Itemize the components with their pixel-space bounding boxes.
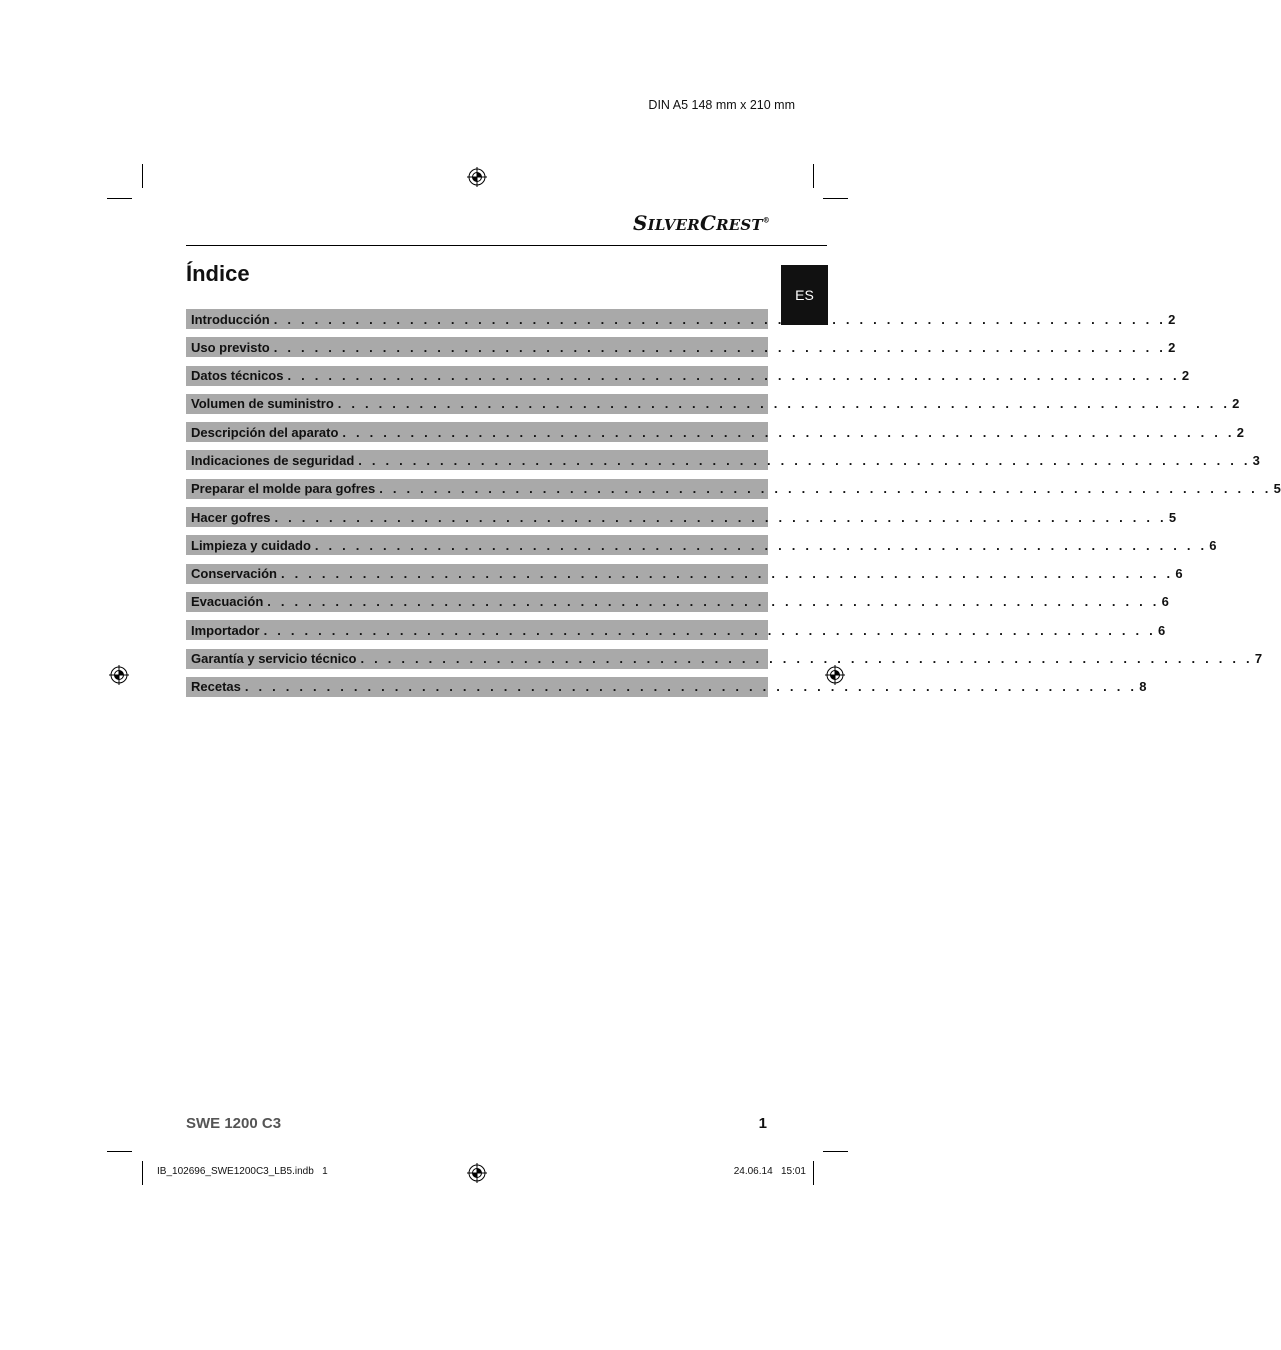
toc-leader-dots: . . . . . . . . . . . . . . . . . . . . . . . . . . . . . . . . . . . . . . . . . . . . . . . . . . . . . . . . . . . . . . . . . . bbox=[263, 622, 1156, 638]
toc-entry-label: Importador bbox=[191, 622, 260, 638]
toc-entry bbox=[186, 564, 1183, 584]
toc-entry-page: 2 bbox=[1181, 368, 1190, 384]
toc-leader-dots: . . . . . . . . . . . . . . . . . . . . . . . . . . . . . . . . . . . . . . . . . . . . . . . . . . . . . . . . . . . . . . . . . . bbox=[287, 368, 1180, 384]
toc-entry bbox=[186, 535, 1217, 555]
toc-entry bbox=[186, 620, 1166, 640]
toc-leader-dots: . . . . . . . . . . . . . . . . . . . . . . . . . . . . . . . . . . . . . . . . . . . . . . . . . . . . . . . . . . . . . . . . . . bbox=[274, 509, 1167, 525]
toc-entry-page: 7 bbox=[1254, 651, 1263, 667]
crop-mark bbox=[813, 164, 814, 188]
toc-entry bbox=[186, 422, 1244, 442]
toc-entry-label: Hacer gofres bbox=[191, 509, 271, 525]
toc-entry-page: 2 bbox=[1236, 424, 1244, 440]
toc-entry bbox=[186, 649, 1263, 669]
toc-entry bbox=[186, 450, 1260, 470]
toc-entry-page: 6 bbox=[1209, 537, 1217, 553]
slug-filename: IB_102696_SWE1200C3_LB5.indb 1 bbox=[157, 1166, 328, 1177]
toc-entry-label: Uso previsto bbox=[191, 339, 270, 355]
crop-mark bbox=[107, 1151, 132, 1152]
toc-entry-label: Preparar el molde para gofres bbox=[191, 481, 376, 497]
toc-leader-dots: . . . . . . . . . . . . . . . . . . . . . . . . . . . . . . . . . . . . . . . . . . . . . . . . . . . . . . . . . . . . . . . . . . bbox=[358, 452, 1251, 468]
registration-mark-icon bbox=[467, 1163, 487, 1183]
toc-entry-page: 6 bbox=[1161, 594, 1169, 610]
toc-entry bbox=[186, 479, 1281, 499]
toc-entry-page: 6 bbox=[1175, 566, 1183, 582]
page-title: Índice bbox=[186, 261, 250, 286]
toc-entry-label: Garantía y servicio técnico bbox=[191, 651, 357, 667]
header-divider bbox=[186, 245, 827, 246]
toc-entry-label: Conservación bbox=[191, 566, 277, 582]
crop-mark bbox=[823, 198, 848, 199]
brand-logo: SILVERCREST® bbox=[632, 211, 770, 235]
page-number: 1 bbox=[758, 1115, 767, 1132]
toc-leader-dots: . . . . . . . . . . . . . . . . . . . . . . . . . . . . . . . . . . . . . . . . . . . . . . . . . . . . . . . . . . . . . . . . . . bbox=[273, 339, 1167, 355]
toc-entry bbox=[186, 677, 1147, 697]
toc-entry-page: 5 bbox=[1168, 509, 1177, 525]
toc-leader-dots: . . . . . . . . . . . . . . . . . . . . . . . . . . . . . . . . . . . . . . . . . . . . . . . . . . . . . . . . . . . . . . . . . . bbox=[280, 566, 1174, 582]
toc-entry bbox=[186, 394, 1240, 414]
toc-entry-label: Datos técnicos bbox=[191, 368, 284, 384]
toc-entry bbox=[186, 592, 1169, 612]
toc-leader-dots: . . . . . . . . . . . . . . . . . . . . . . . . . . . . . . . . . . . . . . . . . . . . . . . . . . . . . . . . . . . . . . . . . . bbox=[342, 424, 1235, 440]
crop-mark bbox=[142, 164, 143, 188]
registration-mark-icon bbox=[467, 167, 487, 187]
registration-mark-icon bbox=[109, 665, 129, 685]
toc-entry bbox=[186, 337, 1176, 357]
crop-mark bbox=[813, 1161, 814, 1185]
crop-mark bbox=[823, 1151, 848, 1152]
toc-leader-dots: . . . . . . . . . . . . . . . . . . . . . . . . . . . . . . . . . . . . . . . . . . . . . . . . . . . . . . . . . . . . . . . . . . bbox=[273, 311, 1167, 327]
toc-leader-dots: . . . . . . . . . . . . . . . . . . . . . . . . . . . . . . . . . . . . . . . . . . . . . . . . . . . . . . . . . . . . . . . . . . bbox=[360, 651, 1253, 667]
slug-datetime: 24.06.14 15:01 bbox=[733, 1166, 806, 1177]
language-tab: ES bbox=[781, 265, 828, 325]
toc-entry-label: Volumen de suministro bbox=[191, 396, 334, 412]
toc-leader-dots: . . . . . . . . . . . . . . . . . . . . . . . . . . . . . . . . . . . . . . . . . . . . . . . . . . . . . . . . . . . . . . . . . . bbox=[314, 537, 1208, 553]
toc-entry-label: Descripción del aparato bbox=[191, 424, 339, 440]
toc-entry-page: 8 bbox=[1139, 679, 1147, 695]
model-number: SWE 1200 C3 bbox=[186, 1115, 282, 1132]
toc-leader-dots: . . . . . . . . . . . . . . . . . . . . . . . . . . . . . . . . . . . . . . . . . . . . . . . . . . . . . . . . . . . . . . . . . . bbox=[379, 481, 1272, 497]
print-format-label: DIN A5 148 mm x 210 mm bbox=[648, 98, 795, 112]
toc-leader-dots: . . . . . . . . . . . . . . . . . . . . . . . . . . . . . . . . . . . . . . . . . . . . . . . . . . . . . . . . . . . . . . . . . . bbox=[337, 396, 1231, 412]
toc-entry-label: Evacuación bbox=[191, 594, 264, 610]
toc-leader-dots: . . . . . . . . . . . . . . . . . . . . . . . . . . . . . . . . . . . . . . . . . . . . . . . . . . . . . . . . . . . . . . . . . . bbox=[267, 594, 1160, 610]
toc-entry bbox=[186, 309, 1176, 329]
toc-entry bbox=[186, 507, 1177, 527]
toc-entry-page: 3 bbox=[1252, 452, 1260, 468]
toc-entry bbox=[186, 366, 1190, 386]
toc-entry-page: 5 bbox=[1273, 481, 1281, 497]
crop-mark bbox=[142, 1161, 143, 1185]
toc-entry-page: 6 bbox=[1157, 622, 1166, 638]
table-of-contents bbox=[186, 309, 1281, 705]
toc-leader-dots: . . . . . . . . . . . . . . . . . . . . . . . . . . . . . . . . . . . . . . . . . . . . . . . . . . . . . . . . . . . . . . . . . . bbox=[244, 679, 1138, 695]
crop-mark bbox=[107, 198, 132, 199]
toc-entry-page: 2 bbox=[1168, 339, 1176, 355]
toc-entry-label: Introducción bbox=[191, 311, 270, 327]
toc-entry-label: Indicaciones de seguridad bbox=[191, 452, 355, 468]
toc-entry-label: Recetas bbox=[191, 679, 241, 695]
toc-entry-label: Limpieza y cuidado bbox=[191, 537, 311, 553]
toc-entry-page: 2 bbox=[1168, 311, 1176, 327]
toc-entry-page: 2 bbox=[1232, 396, 1240, 412]
